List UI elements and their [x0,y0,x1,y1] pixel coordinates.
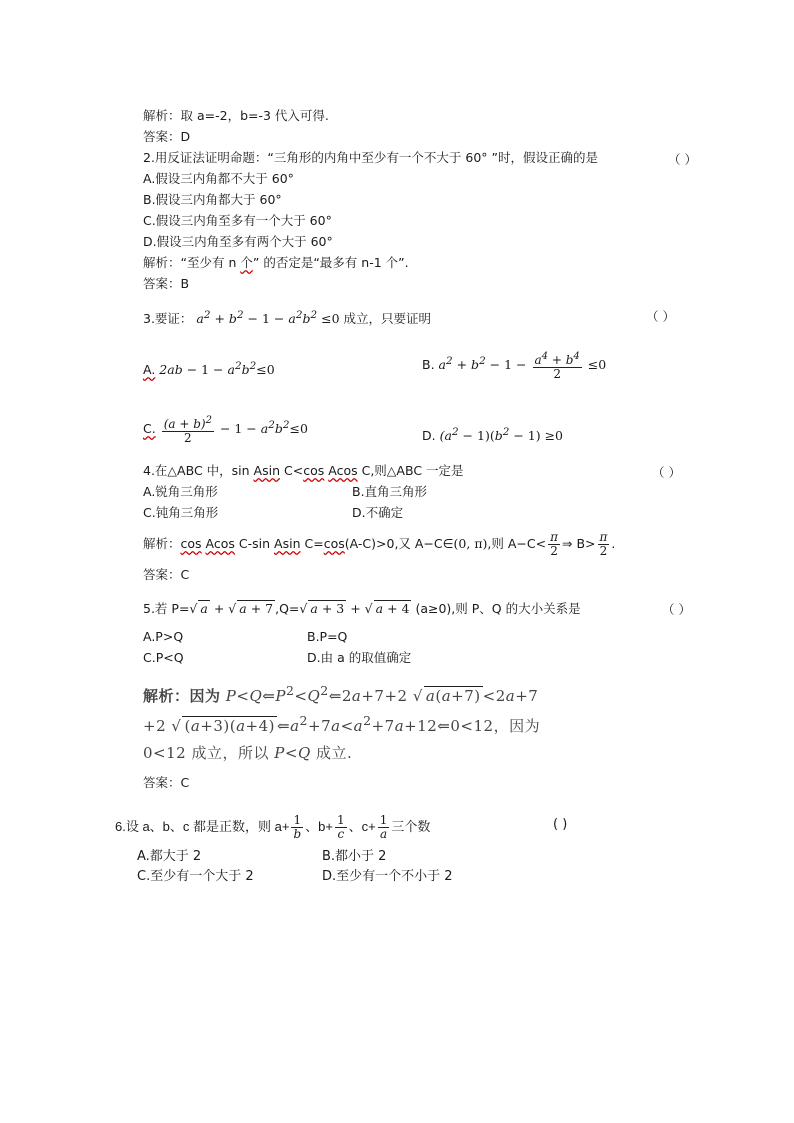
q4-option-c: C.钝角三角形 [143,505,219,520]
q2-analysis: 解析：“至少有 n 个” 的否定是“最多有 n-1 个”. [143,255,409,270]
q2-option-b: B.假设三内角都大于 60° [143,192,282,207]
q5-answer: 答案：C [143,775,190,790]
q5-solution-line3: 0<12 成立，所以 P<Q 成立. [143,744,353,762]
q2-answer: 答案：B [143,276,190,291]
q2-stem: 2.用反证法证明命题：“三角形的内角中至少有一个不大于 60° ”时，假设正确的是 [143,150,598,165]
q6-option-a: A.都大于 2 [137,849,202,864]
q5-option-c: C.P<Q [143,650,184,665]
q2-option-a: A.假设三内角都不大于 60° [143,171,294,186]
q5-paren: （ ） [662,602,691,617]
q4-stem: 4.在△ABC 中，sin Asin C<cos Acos C,则△ABC 一定是 [143,463,464,478]
q4-paren: （ ） [652,465,681,480]
q3-stem: 3.要证： $a^2 + b^2 - 1 - a^2b^2 \le 0$ 成立，只要证明 [143,309,432,327]
q6-paren: ( ) [553,817,568,832]
q3-expression: $a^2 + b^2 - 1 - a^2b^2 \le 0$ [196,309,340,327]
q4-option-d: D.不确定 [352,505,404,520]
q6-option-b: B.都小于 2 [322,849,387,864]
q4-option-a: A.锐角三角形 [143,484,218,499]
q3-option-c: C. $\frac{(a + b)^2}{2}$ − $1 - a^2b^2\le 0$ [143,415,308,445]
q1-answer: 答案：D [143,129,191,144]
q5-stem: 5.若 P=√ a + √ a + 7 ,Q=√ a + 3 + √ a + 4 (a≥0),则 P、Q 的大小关系是 [143,601,581,616]
q5-option-d: D.由 a 的取值确定 [307,650,412,665]
q5-option-a: A.P>Q [143,629,184,644]
q5-solution-line1: 解析：因为 $P<Q⇐P^2<Q^2⇐2a+7+2$ √ a(a+7) <2a+7 [143,683,539,705]
q2-option-d: D.假设三内角至多有两个大于 60° [143,234,333,249]
q6-option-d: D.至少有一个不小于 2 [322,869,453,884]
q4-answer: 答案：C [143,567,190,582]
q3-option-a: A. $2ab - 1 - a^2b^2\le 0$ [143,360,275,378]
q6-option-c: C.至少有一个大于 2 [137,869,254,884]
q4-analysis: 解析：cos Acos C-sin Asin C=cos(A-C)>0,又 A−C∈(0, π),则 A−C< $\frac{\pi}{2}$ ⇒ B> $\frac{\pi}{2}$ . [143,530,616,558]
q3-paren: （ ） [646,309,675,324]
q2-paren: （ ） [668,152,697,167]
q5-option-b: B.P=Q [307,629,348,644]
q5-solution-line2: +2 √ (a+3)(a+4) $⇐a^2+7a<a^2+7a+12⇐0<12$，因为 [143,713,541,735]
q3-option-b: B. $a^2 + b^2 - 1$ − $\frac{a^4 + b^4}{2}$ ≤0 [422,351,607,381]
q1-analysis: 解析：取 a=-2，b=-3 代入可得. [143,108,329,123]
q2-option-c: C.假设三内角至多有一个大于 60° [143,213,332,228]
q6-stem: 6.设 a、b、c 都是正数，则 a+ $\frac{1}{b}$ 、b+ $\frac{1}{c}$ 、c+ $\frac{1}{a}$ 三个数 [115,813,431,841]
q4-option-b: B.直角三角形 [352,484,428,499]
q3-option-d: D. $(a^2 - 1)(b^2 - 1) \ge 0$ [422,426,564,444]
